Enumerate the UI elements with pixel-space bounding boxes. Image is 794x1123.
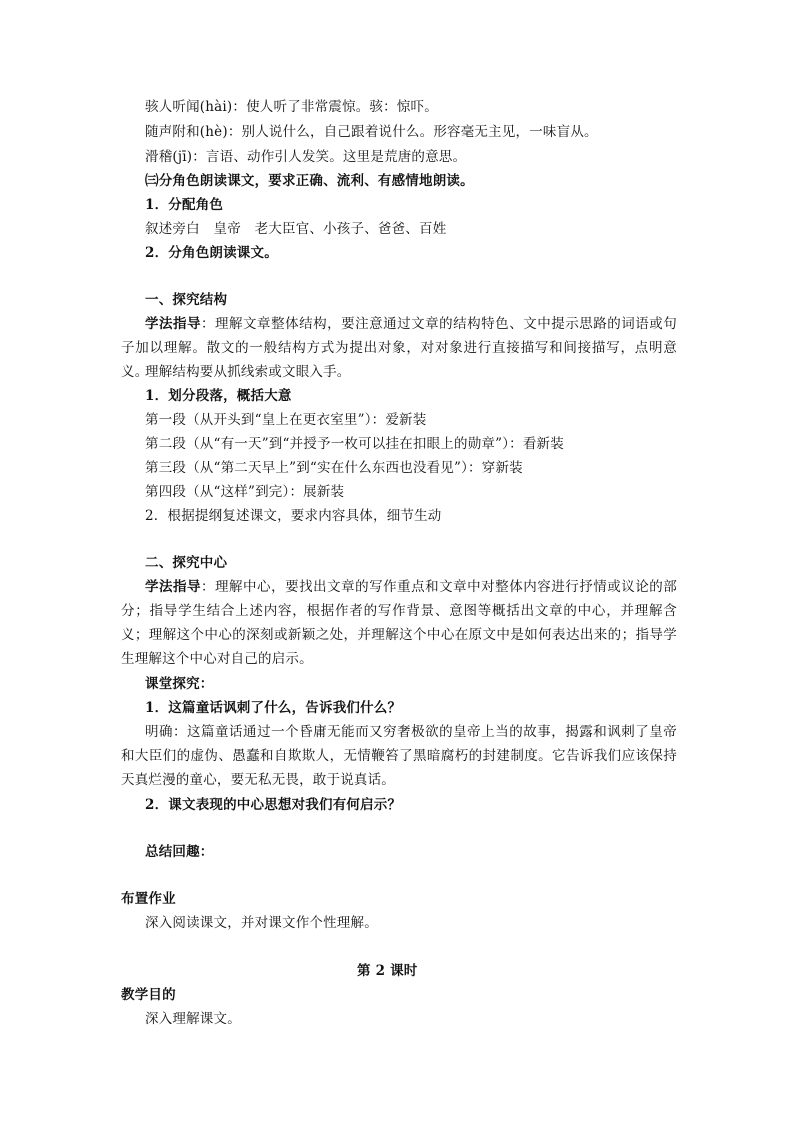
divide-paragraphs-item: 1．划分段落，概括大意	[145, 388, 292, 404]
vocab-note-huaji: 滑稽(jī)：言语、动作引人发笑。这里是荒唐的意思。	[145, 149, 467, 165]
lesson-2-title: 第 2 课时	[357, 963, 418, 979]
question-1: 1．这篇童话讽刺了什么，告诉我们什么？	[145, 700, 402, 716]
structure-heading: 一、探究结构	[145, 292, 228, 308]
role-assign-item: 1．分配角色	[145, 197, 224, 213]
paragraph-summary-3: 第三段（从“第二天早上”到“实在什么东西也没看见”）：穿新装	[145, 460, 523, 476]
structure-guide-label: 学法指导	[145, 316, 202, 332]
vocab-note-suisheng: 随声附和(hè)：别人说什么，自己跟着说什么。形容毫无主见，一味盲从。	[145, 124, 598, 140]
role-read-item: 2．分角色朗读课文。	[145, 245, 278, 261]
role-list: 叙述旁白 皇帝 老大臣官、小孩子、爸爸、百姓	[145, 221, 447, 237]
structure-guide-text: ：理解文章整体结构，要注意通过文章的结构特色、文中提示思路的词语或句子加以理解。散文的一般结构方式为提出对象，对对象进行直接描写和间接描写，点明意义。	[121, 316, 677, 380]
retell-item: 2．根据提纲复述课文，要求内容具体，细节生动	[145, 508, 442, 524]
homework-heading: 布置作业	[121, 891, 176, 907]
paragraph-summary-2: 第二段（从“有一天”到“并授予一枚可以挂在扣眼上的勋章”）：看新装	[145, 436, 564, 452]
question-2: 2．课文表现的中心思想对我们有何启示？	[145, 797, 402, 813]
class-explore-label: 课堂探究：	[145, 676, 214, 692]
homework-text: 深入阅读课文，并对课文作个性理解。	[145, 915, 378, 931]
center-guide-paragraph	[121, 575, 677, 671]
summary-label: 总结回趣：	[145, 844, 214, 860]
paragraph-summary-1: 第一段（从开头到“皇上在更衣室里”）：爱新装	[145, 412, 427, 428]
teaching-goal-text: 深入理解课文。	[145, 1011, 241, 1027]
paragraph-summary-4: 第四段（从“这样”到完）：展新装	[145, 484, 345, 500]
center-heading: 二、探究中心	[145, 555, 228, 571]
teaching-goal-heading: 教学目的	[121, 987, 176, 1003]
vocab-note-hairen: 骇人听闻(hài)：使人听了非常震惊。骇：惊吓。	[145, 99, 438, 115]
answer-1: 明确：这篇童话通过一个昏庸无能而又穷奢极欲的皇帝上当的故事，揭露和讽刺了皇帝和大臣们的虚伪、愚蠢和自欺欺人，无情鞭笞了黑暗腐朽的封建制度。它告诉我们应该保持天真烂漫的童心，要无私无畏，敢于说真话。	[121, 724, 677, 788]
center-guide-text: ：理解中心，要找出文章的写作重点和文章中对整体内容进行抒情或议论的部分；指导学生结合上述内容，根据作者的写作背景、意图等概括出文章的中心，并理解含义；理解这个中心的深刻或新颖之处，并理解这个中心在原文中是如何表达出来的；指导学生理解这个中心对自己的启示。	[121, 579, 677, 667]
structure-guide-tail: 理解结构要从抓线索或文眼入手。	[145, 364, 351, 380]
center-guide-label: 学法指导	[145, 579, 202, 595]
role-reading-heading: ㈢分角色朗读课文，要求正确、流利、有感情地朗读。	[145, 173, 474, 189]
